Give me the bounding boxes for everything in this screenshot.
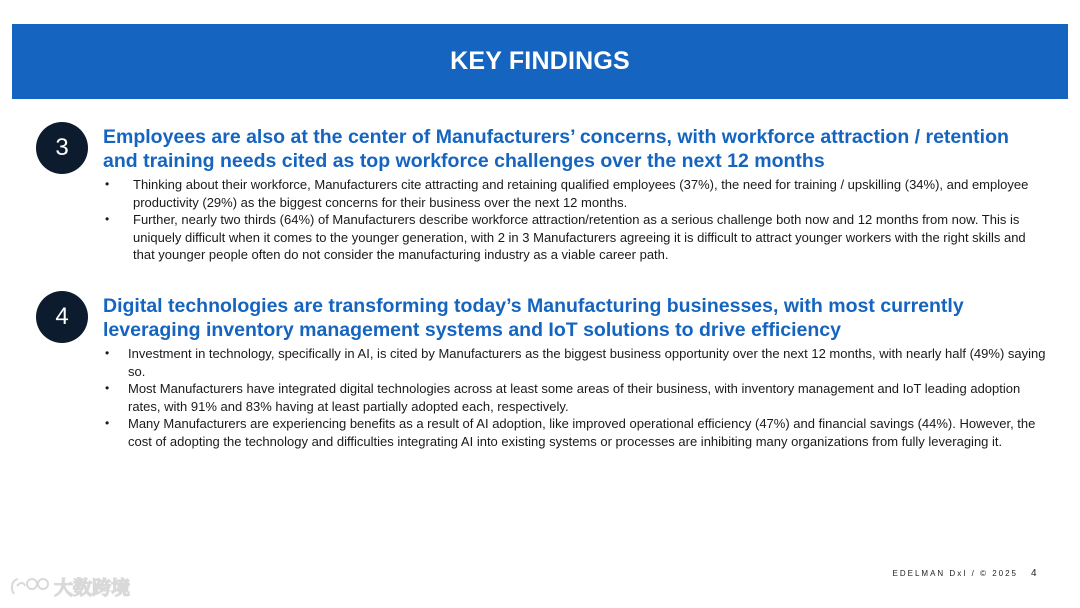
bullet-dot: •	[105, 177, 110, 191]
footer-credit: EDELMAN DxI / © 2025	[892, 569, 1018, 578]
bullet-text: Most Manufacturers have integrated digital technologies across at least some areas of their business, with inventory management and IoT leading adoption rates, with 91% and 83% having at least partially adopted each, respectively.	[128, 381, 1021, 414]
finding-number-badge: 4	[36, 291, 88, 343]
finding-heading: Digital technologies are transforming today’s Manufacturing businesses, with most currently leveraging inventory management systems and IoT solutions to drive efficiency	[103, 295, 964, 341]
bullet-item	[103, 380, 1046, 415]
bullet-dot: •	[105, 212, 110, 227]
finding-bullet-list	[36, 345, 1046, 451]
finding-4	[36, 291, 1046, 451]
finding-number-badge: 3	[36, 122, 88, 174]
header-banner	[12, 24, 1068, 99]
bullet-item	[103, 176, 1046, 211]
bullet-item	[103, 415, 1046, 450]
bullet-text: Thinking about their workforce, Manufacturers cite attracting and retaining qualified employees (37%), the need for training / upskilling (34%), and employee productivity (29%) as the biggest concerns for their business over the next 12 months.	[133, 177, 1029, 210]
bullet-dot: •	[105, 381, 110, 396]
bullet-dot: •	[105, 346, 110, 360]
bullet-text: Many Manufacturers are experiencing benefits as a result of AI adoption, like improved operational efficiency (47%) and financial savings (44%). However, the cost of adopting the technology and difficulties integrating AI into existing systems or processes are inhibiting many organizations from fully leveraging it.	[128, 416, 1036, 449]
watermark	[8, 572, 146, 602]
finding-heading: Employees are also at the center of Manufacturers’ concerns, with workforce attraction / retention and training needs cited as top workforce challenges over the next 12 months	[103, 126, 1009, 172]
bullet-dot: •	[105, 416, 110, 431]
watermark-text	[54, 574, 146, 600]
finding-3	[36, 122, 1046, 264]
bullet-item	[103, 211, 1046, 264]
bullet-text: Investment in technology, specifically in AI, is cited by Manufacturers as the biggest business opportunity over the next 12 months, with nearly half (49%) saying so.	[128, 346, 1046, 379]
page-title: KEY FINDINGS	[450, 47, 630, 75]
bullet-item	[103, 345, 1046, 380]
finding-bullet-list	[36, 176, 1046, 264]
watermark-label: 大数跨境	[54, 577, 131, 599]
bullet-text: Further, nearly two thirds (64%) of Manufacturers describe workforce attraction/retention as a serious challenge both now and 12 months from now. This is uniquely difficult when it comes to the younger generation, with 2 in 3 Manufacturers agreeing it is difficult to attract younger workers with the right skills and that younger people often do not consider the manufacturing industry as a viable career path.	[133, 212, 1026, 263]
watermark-logo-icon	[8, 574, 50, 600]
page-number-value: 4	[1031, 568, 1037, 579]
